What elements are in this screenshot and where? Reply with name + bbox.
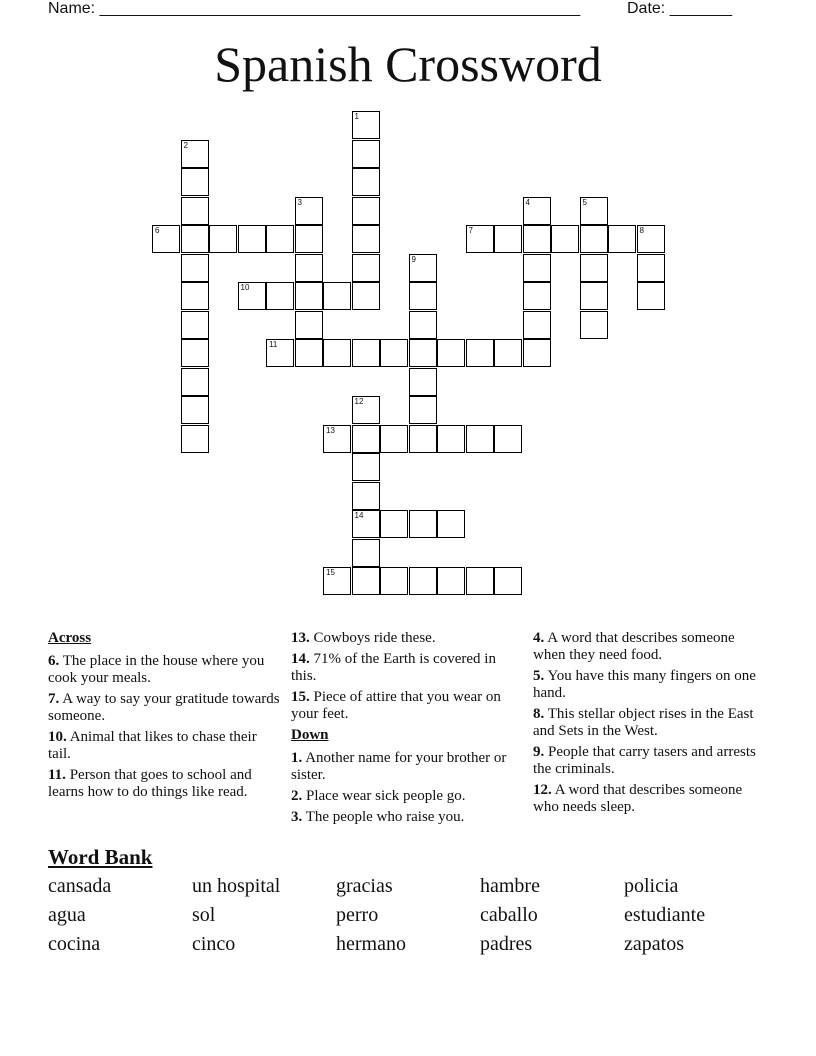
cell-number: 8 <box>639 226 644 235</box>
word-bank-item: un hospital <box>192 875 281 897</box>
cell-number: 6 <box>155 226 160 235</box>
crossword-cell[interactable] <box>409 368 437 396</box>
crossword-cell[interactable] <box>266 339 294 367</box>
crossword-cell[interactable] <box>181 225 209 253</box>
crossword-cell[interactable] <box>295 311 323 339</box>
crossword-cell[interactable] <box>352 282 380 310</box>
crossword-cell[interactable] <box>409 567 437 595</box>
name-field-label: Name: ______________________________________________________ <box>48 0 581 17</box>
word-bank-item: padres <box>480 933 533 955</box>
crossword-cell[interactable] <box>580 254 608 282</box>
clue-down-5: 5. You have this many fingers on one hand. <box>533 668 756 701</box>
word-bank-item: zapatos <box>624 933 684 955</box>
crossword-cell[interactable] <box>352 425 380 453</box>
crossword-cell[interactable] <box>409 282 437 310</box>
word-bank-item: agua <box>48 904 86 926</box>
crossword-cell[interactable] <box>437 339 465 367</box>
down-heading: Down <box>291 727 329 743</box>
crossword-cell[interactable] <box>523 282 551 310</box>
word-bank-item: policia <box>624 875 679 897</box>
crossword-cell[interactable] <box>494 567 522 595</box>
cell-number: 15 <box>326 568 335 577</box>
word-bank-item: hermano <box>336 933 406 955</box>
crossword-cell[interactable] <box>323 339 351 367</box>
crossword-cell[interactable] <box>580 282 608 310</box>
crossword-cell[interactable] <box>352 339 380 367</box>
word-bank-item: caballo <box>480 904 538 926</box>
crossword-cell[interactable] <box>352 225 380 253</box>
clue-down-2: 2. Place wear sick people go. <box>291 788 466 804</box>
word-bank-item: sol <box>192 904 216 926</box>
word-bank-item: cansada <box>48 875 112 897</box>
crossword-cell[interactable] <box>523 311 551 339</box>
crossword-cell[interactable] <box>637 282 665 310</box>
crossword-cell[interactable] <box>181 311 209 339</box>
crossword-cell[interactable] <box>551 225 579 253</box>
crossword-cell[interactable] <box>409 339 437 367</box>
crossword-cell[interactable] <box>352 396 380 424</box>
crossword-cell[interactable] <box>409 425 437 453</box>
page-title: Spanish Crossword <box>214 36 602 92</box>
cell-number: 10 <box>240 283 250 292</box>
crossword-cell[interactable] <box>580 197 608 225</box>
clue-down-4: 4. A word that describes someone when they need food. <box>533 630 735 663</box>
word-bank-item: gracias <box>336 875 393 897</box>
crossword-cell[interactable] <box>295 225 323 253</box>
across-heading: Across <box>48 630 92 646</box>
clue-down-8: 8. This stellar object rises in the East and Sets in the West. <box>533 706 754 739</box>
crossword-cell[interactable] <box>295 282 323 310</box>
crossword-cell[interactable] <box>494 225 522 253</box>
crossword-cell[interactable] <box>409 396 437 424</box>
crossword-cell[interactable] <box>181 368 209 396</box>
crossword-cell[interactable] <box>494 425 522 453</box>
crossword-cell[interactable] <box>352 482 380 510</box>
cell-number: 5 <box>582 197 587 207</box>
clue-down-1: 1. Another name for your brother or sister. <box>291 750 507 783</box>
word-bank-item: cinco <box>192 933 236 955</box>
crossword-cell[interactable] <box>466 425 494 453</box>
crossword-cell[interactable] <box>466 339 494 367</box>
crossword-cell[interactable] <box>181 425 209 453</box>
crossword-cell[interactable] <box>437 567 465 595</box>
crossword-cell[interactable] <box>352 111 380 139</box>
crossword-cell[interactable] <box>409 510 437 538</box>
cell-number: 4 <box>525 197 530 207</box>
word-bank-item: estudiante <box>624 904 706 926</box>
cell-number: 14 <box>354 511 364 520</box>
word-bank-item: perro <box>336 904 379 926</box>
cell-number: 2 <box>183 140 188 150</box>
clue-across-11: 11. Person that goes to school and learns how to do things like read. <box>48 767 252 800</box>
crossword-cell[interactable] <box>238 225 266 253</box>
clue-across-15: 15. Piece of attire that you wear on your feet. <box>291 689 501 722</box>
crossword-cell[interactable] <box>323 567 351 595</box>
crossword-cell[interactable] <box>181 339 209 367</box>
clue-across-14: 14. 71% of the Earth is covered in this. <box>291 651 496 684</box>
crossword-cell[interactable] <box>580 225 608 253</box>
crossword-cell[interactable] <box>523 225 551 253</box>
crossword-cell[interactable] <box>352 197 380 225</box>
clue-down-9: 9. People that carry tasers and arrests the criminals. <box>533 744 756 777</box>
cell-number: 13 <box>326 425 335 435</box>
clue-down-3: 3. The people who raise you. <box>291 809 465 825</box>
clue-column-3 <box>533 630 765 820</box>
crossword-cell[interactable] <box>494 339 522 367</box>
clue-column-1 <box>48 630 280 805</box>
crossword-cell[interactable] <box>181 168 209 196</box>
crossword-cell[interactable] <box>266 282 294 310</box>
word-bank <box>48 874 768 956</box>
crossword-cell[interactable] <box>523 339 551 367</box>
word-bank-item: hambre <box>480 875 540 897</box>
crossword-cell[interactable] <box>380 567 408 595</box>
crossword-cell[interactable] <box>181 254 209 282</box>
clue-across-7: 7. A way to say your gratitude towards someone. <box>48 691 280 724</box>
crossword-cell[interactable] <box>409 311 437 339</box>
crossword-cell[interactable] <box>295 339 323 367</box>
crossword-cell[interactable] <box>352 510 380 538</box>
crossword-cell[interactable] <box>380 510 408 538</box>
cell-number: 11 <box>269 340 278 349</box>
clue-across-6: 6. The place in the house where you cook your meals. <box>48 653 265 686</box>
crossword-cell[interactable] <box>523 197 551 225</box>
clue-across-13: 13. Cowboys ride these. <box>291 630 436 646</box>
crossword-cell[interactable] <box>323 282 351 310</box>
crossword-cell[interactable] <box>437 510 465 538</box>
clue-column-2 <box>291 630 523 830</box>
cell-number: 1 <box>354 112 359 121</box>
clue-down-12: 12. A word that describes someone who needs sleep. <box>533 782 743 815</box>
crossword-cell[interactable] <box>181 396 209 424</box>
crossword-cell[interactable] <box>352 453 380 481</box>
crossword-cell[interactable] <box>637 225 665 253</box>
crossword-cell[interactable] <box>523 254 551 282</box>
crossword-cell[interactable] <box>437 425 465 453</box>
crossword-cell[interactable] <box>352 254 380 282</box>
crossword-cell[interactable] <box>181 282 209 310</box>
cell-number: 12 <box>354 397 364 406</box>
cell-number: 3 <box>297 197 302 207</box>
crossword-cell[interactable] <box>209 225 237 253</box>
cell-number: 7 <box>468 226 473 235</box>
crossword-cell[interactable] <box>295 197 323 225</box>
crossword-cell[interactable] <box>466 225 494 253</box>
crossword-cell[interactable] <box>409 254 437 282</box>
crossword-cell[interactable] <box>181 140 209 168</box>
crossword-cell[interactable] <box>152 225 180 253</box>
crossword-cell[interactable] <box>352 567 380 595</box>
crossword-cell[interactable] <box>295 254 323 282</box>
crossword-cell[interactable] <box>637 254 665 282</box>
crossword-cell[interactable] <box>266 225 294 253</box>
date-field-label: Date: _______ <box>627 0 732 17</box>
crossword-cell[interactable] <box>352 539 380 567</box>
crossword-cell[interactable] <box>466 567 494 595</box>
crossword-cell[interactable] <box>352 140 380 168</box>
crossword-cell[interactable] <box>352 168 380 196</box>
crossword-cell[interactable] <box>238 282 266 310</box>
crossword-cell[interactable] <box>181 197 209 225</box>
crossword-cell[interactable] <box>608 225 636 253</box>
clue-across-10: 10. Animal that likes to chase their tail. <box>48 729 257 762</box>
cell-number: 9 <box>411 254 416 264</box>
crossword-cell[interactable] <box>380 425 408 453</box>
word-bank-title: Word Bank <box>48 845 153 869</box>
crossword-cell[interactable] <box>380 339 408 367</box>
crossword-cell[interactable] <box>323 425 351 453</box>
word-bank-item: cocina <box>48 933 101 955</box>
crossword-cell[interactable] <box>580 311 608 339</box>
